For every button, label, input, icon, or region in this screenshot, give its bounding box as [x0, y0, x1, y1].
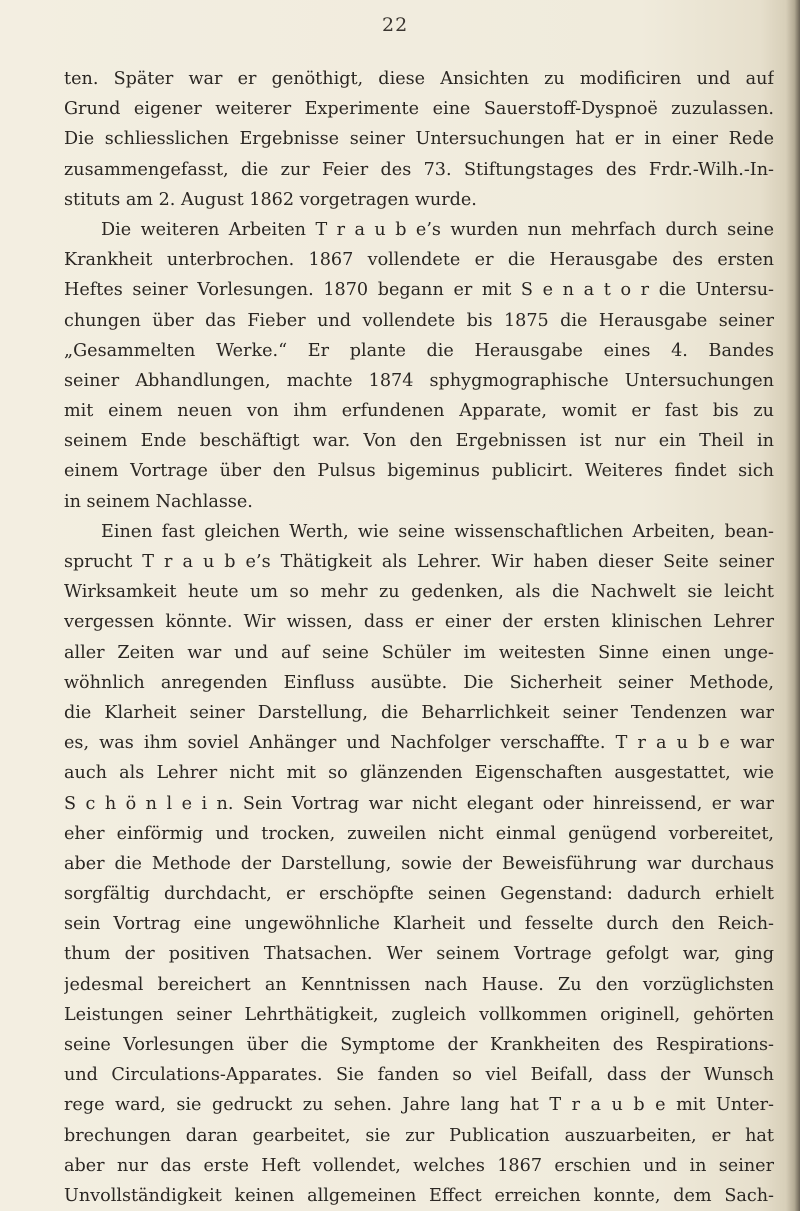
text-line: eher einförmig und trocken, zuweilen nicht einmal genügend vorbereitet,: [64, 823, 774, 844]
text-line: zusammengefasst, die zur Feier des 73. Stiftungstages des Frdr.-Wilh.-In-: [64, 159, 774, 180]
text-line: sprucht T r a u b e’s Thätigkeit als Lehrer. Wir haben dieser Seite seiner: [64, 552, 774, 572]
text-line: Grund eigener weiterer Experimente eine Sauerstoff-Dyspnoë zuzulassen.: [64, 99, 774, 120]
text-line: seinem Ende beschäftigt war. Von den Ergebnissen ist nur ein Theil in: [64, 431, 774, 452]
text-line: sorgfältig durchdacht, er erschöpfte seinen Gegenstand: dadurch erhielt: [64, 884, 774, 905]
text-line: aller Zeiten war und auf seine Schüler im weitesten Sinne einen unge-: [64, 642, 774, 663]
text-line: Krankheit unterbrochen. 1867 vollendete er die Herausgabe des ersten: [64, 250, 774, 271]
text-line: mit einem neuen von ihm erfundenen Apparate, womit er fast bis zu: [64, 401, 774, 422]
body-text: [64, 64, 774, 1211]
text-line: aber nur das erste Heft vollendet, welches 1867 erschien und in seiner: [64, 1155, 774, 1176]
text-line: Die weiteren Arbeiten T r a u b e’s wurden nun mehrfach durch seine: [101, 219, 774, 240]
text-line: die Klarheit seiner Darstellung, die Beharrlichkeit seiner Tendenzen war: [64, 702, 774, 723]
text-line: rege ward, sie gedruckt zu sehen. Jahre lang hat T r a u b e mit Unter-: [64, 1095, 774, 1116]
text-line: aber die Methode der Darstellung, sowie der Beweisführung war durchaus: [64, 853, 774, 874]
text-line: Unvollständigkeit keinen allgemeinen Effect erreichen konnte, dem Sach-: [64, 1185, 774, 1206]
text-line: Einen fast gleichen Werth, wie seine wissenschaftlichen Arbeiten, bean-: [101, 521, 774, 542]
text-line: auch als Lehrer nicht mit so glänzenden Eigenschaften ausgestattet, wie: [64, 763, 774, 784]
text-line: sein Vortrag eine ungewöhnliche Klarheit und fesselte durch den Reich-: [64, 914, 774, 935]
text-line: „Gesammelten Werke.“ Er plante die Herausgabe eines 4. Bandes: [64, 340, 774, 361]
text-line: chungen über das Fieber und vollendete bis 1875 die Herausgabe seiner: [64, 310, 774, 331]
text-line: brechungen daran gearbeitet, sie zur Publication auszuarbeiten, er hat: [64, 1125, 774, 1146]
page-edge-shadow: [786, 0, 800, 1211]
text-line: Heftes seiner Vorlesungen. 1870 begann er mit S e n a t o r die Untersu-: [64, 280, 774, 301]
text-line: vergessen könnte. Wir wissen, dass er einer der ersten klinischen Lehrer: [64, 612, 774, 633]
text-line: und Circulations-Apparates. Sie fanden so viel Beifall, dass der Wunsch: [64, 1065, 774, 1086]
text-line: Leistungen seiner Lehrthätigkeit, zugleich vollkommen originell, gehörten: [64, 1004, 774, 1025]
text-line: seiner Abhandlungen, machte 1874 sphygmographische Untersuchungen: [64, 370, 774, 391]
text-line: Die schliesslichen Ergebnisse seiner Untersuchungen hat er in einer Rede: [64, 129, 774, 150]
text-line: stituts am 2. August 1862 vorgetragen wurde.: [64, 189, 477, 210]
text-line: in seinem Nachlasse.: [64, 491, 253, 512]
text-line: seine Vorlesungen über die Symptome der Krankheiten des Respirations-: [64, 1035, 774, 1055]
text-line: Wirksamkeit heute um so mehr zu gedenken, als die Nachwelt sie leicht: [64, 582, 774, 603]
text-line: thum der positiven Thatsachen. Wer seinem Vortrage gefolgt war, ging: [64, 944, 774, 965]
text-line: einem Vortrage über den Pulsus bigeminus publicirt. Weiteres findet sich: [64, 461, 774, 482]
page-number: 22: [382, 14, 409, 36]
text-line: wöhnlich anregenden Einfluss ausübte. Die Sicherheit seiner Methode,: [64, 672, 774, 693]
text-line: es, was ihm soviel Anhänger und Nachfolger verschaffte. T r a u b e war: [64, 733, 774, 754]
text-line: ten. Später war er genöthigt, diese Ansichten zu modificiren und auf: [64, 69, 774, 89]
text-line: S c h ö n l e i n. Sein Vortrag war nicht elegant oder hinreissend, er war: [64, 793, 774, 814]
text-line: jedesmal bereichert an Kenntnissen nach Hause. Zu den vorzüglichsten: [64, 974, 774, 995]
